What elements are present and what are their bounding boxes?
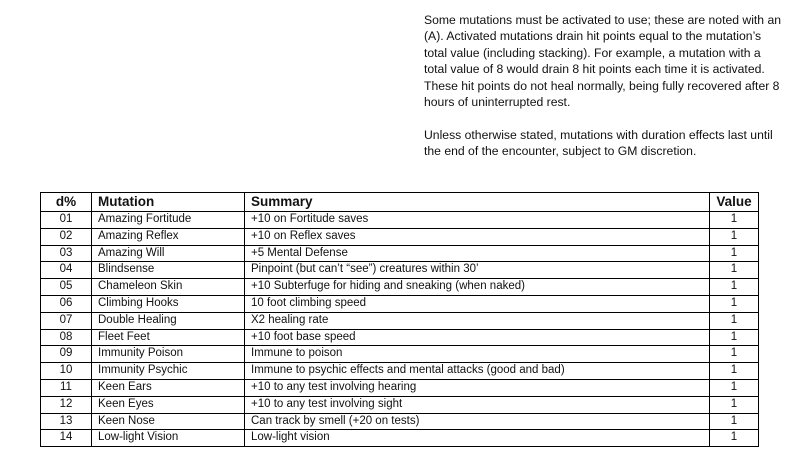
summary-cell: +10 on Fortitude saves <box>245 212 710 229</box>
value-cell: 1 <box>710 430 759 447</box>
header-dpercent: d% <box>41 193 92 212</box>
mutation-name-cell: Blindsense <box>92 262 245 279</box>
roll-cell: 08 <box>41 329 92 346</box>
summary-cell: 10 foot climbing speed <box>245 295 710 312</box>
summary-cell: Can track by smell (+20 on tests) <box>245 413 710 430</box>
roll-cell: 09 <box>41 346 92 363</box>
mutation-name-cell: Fleet Feet <box>92 329 245 346</box>
mutation-name-cell: Double Healing <box>92 312 245 329</box>
summary-cell: +10 foot base speed <box>245 329 710 346</box>
roll-cell: 04 <box>41 262 92 279</box>
header-mutation: Mutation <box>92 193 245 212</box>
roll-cell: 13 <box>41 413 92 430</box>
roll-cell: 07 <box>41 312 92 329</box>
value-cell: 1 <box>710 295 759 312</box>
mutation-name-cell: Keen Nose <box>92 413 245 430</box>
table-row <box>41 245 759 262</box>
table-row <box>41 396 759 413</box>
roll-cell: 10 <box>41 363 92 380</box>
value-cell: 1 <box>710 228 759 245</box>
table-row <box>41 312 759 329</box>
table-row <box>41 329 759 346</box>
activation-note: Some mutations must be activated to use; these are noted with an (A). Activated mutations drain hit points equal to the mutation’s total value (including stacking). For example, a mutation with a total value of 8 would drain 8 hit points each time it is activated. These hit points do not heal normally, being fully recovered after 8 hours of uninterrupted rest. <box>424 13 782 110</box>
roll-cell: 12 <box>41 396 92 413</box>
table-row <box>41 346 759 363</box>
mutation-notes <box>424 12 784 176</box>
roll-cell: 06 <box>41 295 92 312</box>
value-cell: 1 <box>710 379 759 396</box>
roll-cell: 14 <box>41 430 92 447</box>
table-header-row <box>41 193 759 212</box>
table-row <box>41 262 759 279</box>
value-cell: 1 <box>710 279 759 296</box>
mutation-name-cell: Immunity Poison <box>92 346 245 363</box>
value-cell: 1 <box>710 346 759 363</box>
mutation-name-cell: Chameleon Skin <box>92 279 245 296</box>
summary-cell: Pinpoint (but can’t “see”) creatures within 30’ <box>245 262 710 279</box>
mutation-name-cell: Amazing Fortitude <box>92 212 245 229</box>
value-cell: 1 <box>710 312 759 329</box>
roll-cell: 01 <box>41 212 92 229</box>
summary-cell: +10 on Reflex saves <box>245 228 710 245</box>
table-body <box>41 212 759 447</box>
duration-note: Unless otherwise stated, mutations with duration effects last until the end of the encounter, subject to GM discretion. <box>424 127 773 159</box>
value-cell: 1 <box>710 413 759 430</box>
roll-cell: 05 <box>41 279 92 296</box>
header-summary: Summary <box>245 193 710 212</box>
summary-cell: Immune to psychic effects and mental attacks (good and bad) <box>245 363 710 380</box>
mutation-name-cell: Keen Eyes <box>92 396 245 413</box>
value-cell: 1 <box>710 262 759 279</box>
mutation-name-cell: Low-light Vision <box>92 430 245 447</box>
table-row <box>41 413 759 430</box>
summary-cell: +10 to any test involving sight <box>245 396 710 413</box>
value-cell: 1 <box>710 245 759 262</box>
mutation-table <box>40 192 759 447</box>
mutation-name-cell: Immunity Psychic <box>92 363 245 380</box>
mutation-name-cell: Amazing Will <box>92 245 245 262</box>
value-cell: 1 <box>710 212 759 229</box>
table-row <box>41 295 759 312</box>
table-row <box>41 363 759 380</box>
summary-cell: +10 Subterfuge for hiding and sneaking (when naked) <box>245 279 710 296</box>
mutation-name-cell: Amazing Reflex <box>92 228 245 245</box>
value-cell: 1 <box>710 396 759 413</box>
header-value: Value <box>710 193 759 212</box>
roll-cell: 11 <box>41 379 92 396</box>
roll-cell: 02 <box>41 228 92 245</box>
mutation-name-cell: Climbing Hooks <box>92 295 245 312</box>
summary-cell: +5 Mental Defense <box>245 245 710 262</box>
summary-cell: Low-light vision <box>245 430 710 447</box>
table-row <box>41 228 759 245</box>
mutation-name-cell: Keen Ears <box>92 379 245 396</box>
summary-cell: +10 to any test involving hearing <box>245 379 710 396</box>
summary-cell: Immune to poison <box>245 346 710 363</box>
table-row <box>41 430 759 447</box>
summary-cell: X2 healing rate <box>245 312 710 329</box>
value-cell: 1 <box>710 329 759 346</box>
table-row <box>41 279 759 296</box>
table-row <box>41 379 759 396</box>
value-cell: 1 <box>710 363 759 380</box>
roll-cell: 03 <box>41 245 92 262</box>
table-row <box>41 212 759 229</box>
